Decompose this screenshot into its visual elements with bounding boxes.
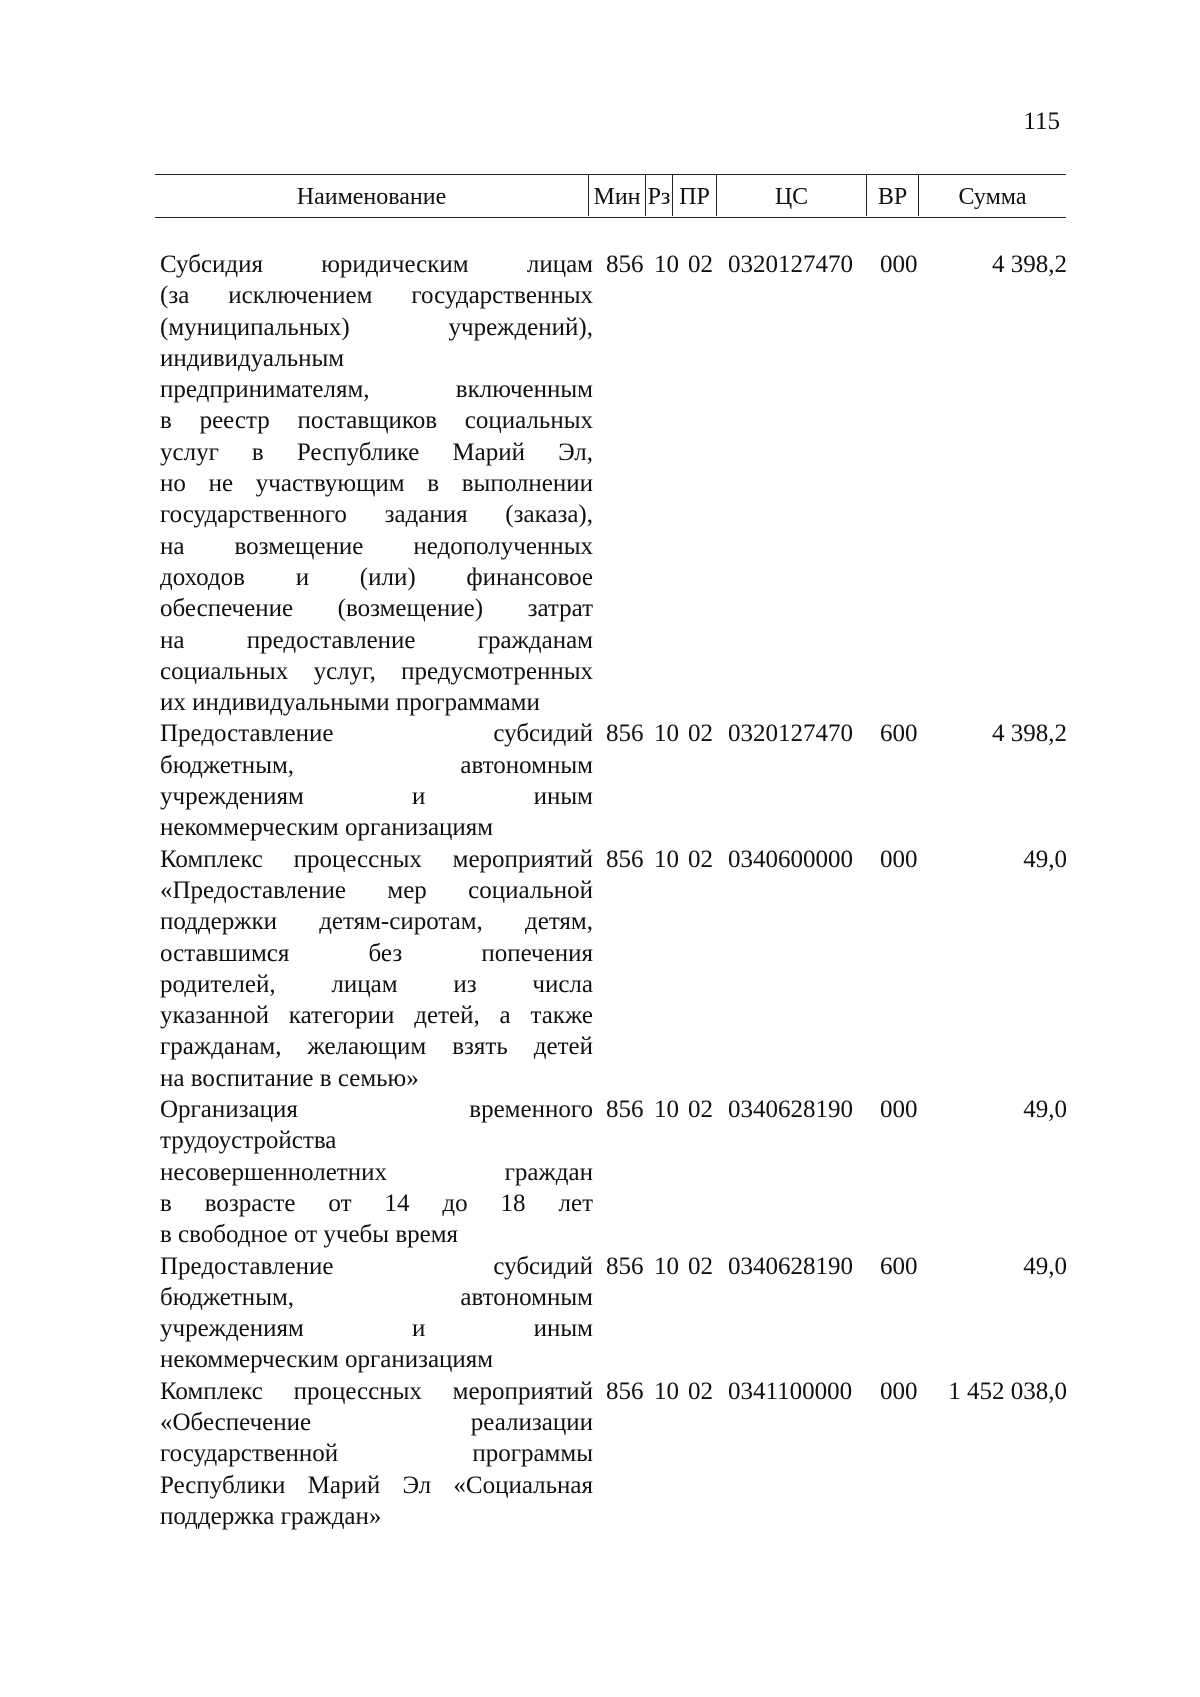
row-name-line: государственного задания (заказа), [160,501,593,529]
row-min: 856 [606,251,644,278]
row-cs: 0320127470 [728,720,853,748]
row-cs: 0320127470 [728,251,853,278]
row-name [160,249,593,718]
row-name-line: некоммерческим организациям [160,1346,494,1374]
row-rz: 10 [654,845,679,873]
row-vr: 000 [880,1096,918,1124]
table-row [160,1376,1067,1532]
row-name-line: поддержки детям-сиротам, детям, [160,908,593,936]
row-min: 856 [606,720,644,748]
row-name-line: обеспечение (возмещение) затрат [160,595,593,623]
row-name-line: Организация временного [160,1096,593,1124]
row-sum: 49,0 [1023,845,1067,873]
page-number: 115 [1023,108,1060,135]
row-rz: 10 [654,720,679,748]
header-name: Наименование [296,184,447,210]
row-cs: 0340628190 [728,1096,853,1124]
row-pr: 02 [688,845,713,873]
header-cs: ЦС [716,175,866,216]
row-name-line: (муниципальных) учреждений), [160,313,593,341]
row-name-line: родителей, лицам из числа [160,970,593,998]
row-pr: 02 [688,251,713,278]
row-name-line: оставшимся без попечения [160,939,593,967]
row-min: 856 [606,845,644,873]
row-name-line: «Предоставление мер социальной [160,876,593,904]
row-name-line: их индивидуальными программами [160,689,540,717]
row-name-line: социальных услуг, предусмотренных [160,657,593,685]
row-name-line: Комплекс процессных мероприятий [160,845,593,873]
row-name-line: предпринимателям, включенным [160,376,593,404]
row-min: 856 [606,1377,644,1405]
row-name-line: поддержка граждан» [160,1502,382,1530]
row-pr: 02 [688,1096,713,1124]
row-sum: 4 398,2 [992,720,1067,748]
row-name-line: «Обеспечение реализации [160,1408,593,1436]
row-name [160,1376,593,1532]
table-body [160,249,1067,1532]
row-sum: 4 398,2 [992,251,1067,278]
row-name [160,1094,593,1250]
row-sum: 1 452 038,0 [948,1377,1067,1405]
row-vr: 600 [880,1252,918,1280]
row-name-line: услуг в Республике Марий Эл, [160,438,593,466]
row-name-line: Субсидия юридическим лицам [160,251,593,278]
row-name-line: доходов и (или) финансовое [160,563,593,591]
row-name-line: бюджетным, автономным [160,751,593,779]
header-sum: Сумма [918,175,1066,216]
row-cs: 0340600000 [728,845,853,873]
table-header [155,174,1066,218]
table-row [160,1094,1067,1250]
row-name-line: в реестр поставщиков социальных [160,407,593,435]
row-name-line: Республики Марий Эл «Социальная [160,1471,593,1499]
row-name-line: учреждениям и иным [160,783,593,811]
row-vr: 000 [880,845,918,873]
row-sum: 49,0 [1023,1252,1067,1280]
row-rz: 10 [654,251,679,278]
header-pr: ПР [672,175,716,216]
header-vr: ВР [866,175,918,216]
header-min: Мин [588,175,645,216]
row-name [160,718,593,843]
row-name-line: несовершеннолетних граждан [160,1158,593,1186]
table-row [160,1251,1067,1376]
row-name-line: на предоставление гражданам [160,626,593,654]
row-name [160,844,593,1094]
row-name-line: указанной категории детей, а также [160,1002,593,1030]
row-rz: 10 [654,1096,679,1124]
table-row [160,718,1067,843]
row-name-line: на воспитание в семью» [160,1064,419,1092]
row-name-line: некоммерческим организациям [160,814,494,842]
row-cs: 0340628190 [728,1252,853,1280]
row-name-line: (за исключением государственных [160,282,593,310]
row-sum: 49,0 [1023,1096,1067,1124]
row-name-line: Комплекс процессных мероприятий [160,1377,593,1405]
row-pr: 02 [688,720,713,748]
row-name-line: гражданам, желающим взять детей [160,1033,593,1061]
row-rz: 10 [654,1377,679,1405]
row-vr: 000 [880,1377,918,1405]
row-name [160,1251,593,1376]
row-name-line: Предоставление субсидий [160,1252,593,1280]
row-name-line: в свободное от учебы время [160,1221,459,1249]
row-min: 856 [606,1096,644,1124]
row-name-line: индивидуальным [160,344,345,372]
row-name-line: Предоставление субсидий [160,720,593,748]
header-rz: Рз [645,175,672,216]
row-pr: 02 [688,1252,713,1280]
row-vr: 000 [880,251,918,278]
row-name-line: но не участвующим в выполнении [160,470,593,498]
row-name-line: бюджетным, автономным [160,1283,593,1311]
table-row [160,844,1067,1094]
table-row [160,249,1067,718]
row-cs: 0341100000 [728,1377,853,1405]
row-name-line: на возмещение недополученных [160,532,593,560]
row-pr: 02 [688,1377,713,1405]
row-rz: 10 [654,1252,679,1280]
row-name-line: государственной программы [160,1440,593,1468]
row-name-line: трудоустройства [160,1127,337,1155]
row-min: 856 [606,1252,644,1280]
row-name-line: учреждениям и иным [160,1315,593,1343]
row-name-line: в возрасте от 14 до 18 лет [160,1189,593,1217]
row-vr: 600 [880,720,918,748]
